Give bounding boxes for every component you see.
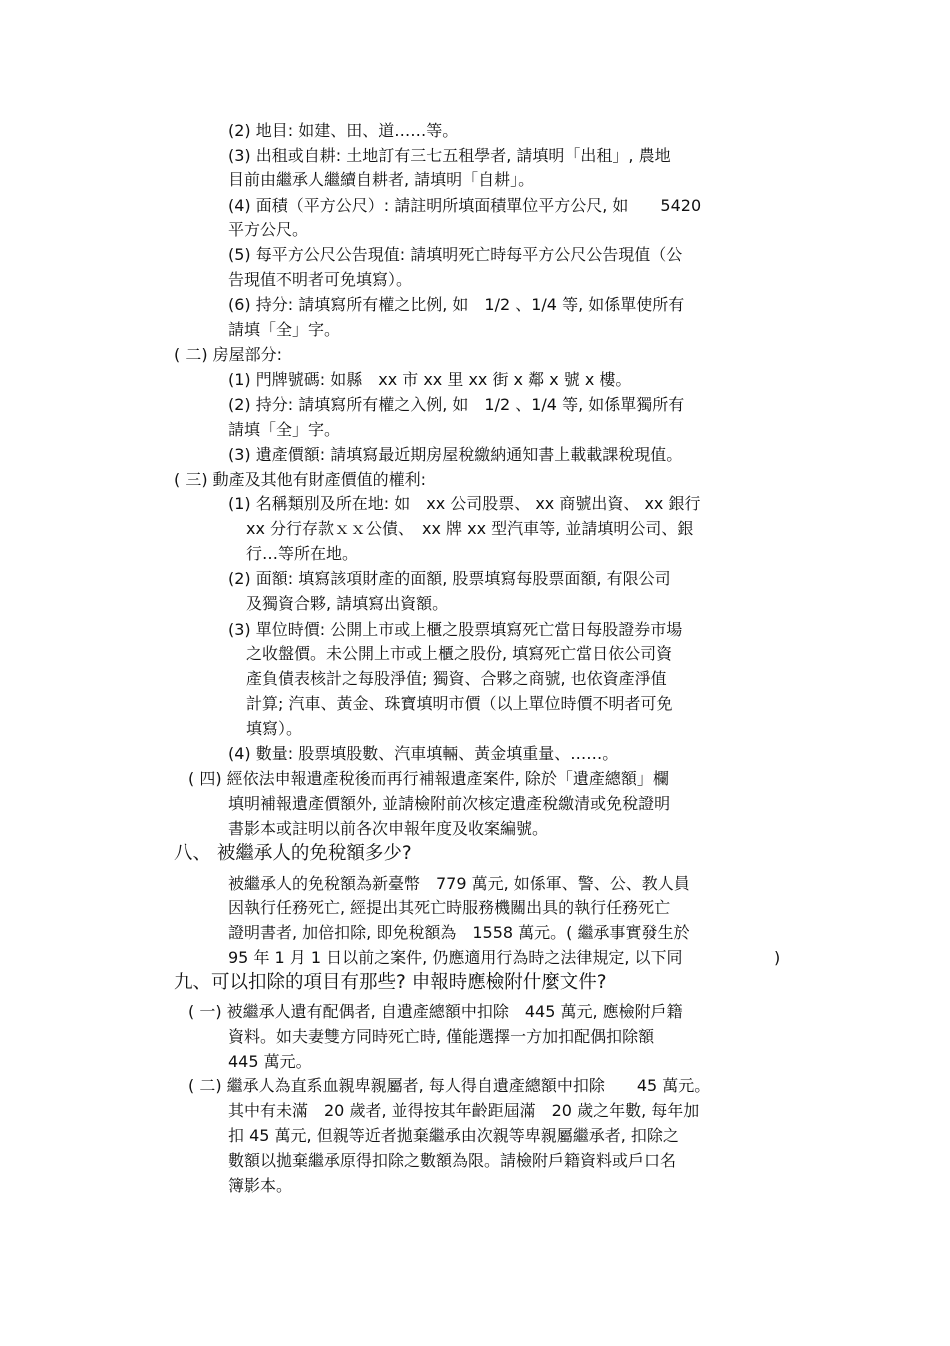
text-line: 請填「全」字。 (228, 420, 341, 439)
text-line: 計算; 汽車、黃金、珠寶填明市價（以上單位時價不明者可免 (246, 694, 673, 713)
text-line: (4) 數量: 股票填股數、汽車填輛、黃金填重量、……。 (228, 744, 619, 763)
text-line: 填寫）。 (246, 719, 303, 738)
text-line: 書影本或註明以前各次申報年度及收案編號。 (228, 819, 549, 838)
text-line: 之收盤價。未公開上市或上櫃之股份, 填寫死亡當日依公司資 (246, 644, 673, 663)
text-line: (3) 出租或自耕: 土地訂有三七五租學者, 請填明「出租」, 農地 (228, 146, 671, 165)
text-line: 證明書者, 加倍扣除, 即免稅額為 1558 萬元。( 繼承事實發生於 (228, 923, 690, 942)
text-line: 因執行任務死亡, 經提出其死亡時服務機關出具的執行任務死亡 (228, 898, 671, 917)
chapter-heading-8: 八、 被繼承人的免稅額多少? (174, 843, 412, 864)
text-line: xx 分行存款ｘｘ公債、 xx 牌 xx 型汽車等, 並請填明公司、銀 (246, 519, 694, 538)
text-line: 資料。如夫妻雙方同時死亡時, 僅能選擇一方加扣配偶扣除額 (228, 1027, 655, 1046)
text-line: 95 年 1 月 1 日以前之案件, 仍應適用行為時之法律規定, 以下同 (228, 948, 683, 967)
text-line: (2) 地目: 如建、田、道……等。 (228, 121, 459, 140)
text-line: 被繼承人的免稅額為新臺幣 779 萬元, 如係軍、警、公、教人員 (228, 874, 690, 893)
text-line: 及獨資合夥, 請填寫出資額。 (246, 594, 449, 613)
text-line: (5) 每平方公尺公告現值: 請填明死亡時每平方公尺公告現值（公 (228, 245, 683, 264)
text-line: 行…等所在地。 (246, 544, 359, 563)
text-line: 目前由繼承人繼續自耕者, 請填明「自耕」。 (228, 170, 535, 189)
text-line: 平方公尺。 (228, 220, 309, 239)
section-heading: ( 二) 房屋部分: (174, 345, 283, 364)
text-line: 扣 45 萬元, 但親等近者拋棄繼承由次親等卑親屬繼承者, 扣除之 (228, 1126, 679, 1145)
text-line: (1) 門牌號碼: 如縣 xx 市 xx 里 xx 街 x 鄰 x 號 x 樓。 (228, 370, 632, 389)
text-line: 445 萬元。 (228, 1052, 312, 1071)
text-line: 數額以拋棄繼承原得扣除之數額為限。請檢附戶籍資料或戶口名 (228, 1151, 677, 1170)
text-line: (3) 單位時價: 公開上市或上櫃之股票填寫死亡當日每股證券市場 (228, 620, 683, 639)
chapter-heading-9: 九、可以扣除的項目有那些? 申報時應檢附什麼文件? (174, 972, 607, 993)
text-line: (1) 名稱類別及所在地: 如 xx 公司股票、 xx 商號出資、 xx 銀行 (228, 494, 701, 513)
text-line: (2) 面額: 填寫該項財產的面額, 股票填寫每股票面額, 有限公司 (228, 569, 671, 588)
section-heading: ( 四) 經依法申報遺產稅後而再行補報遺產案件, 除於「遺產總額」欄 (188, 769, 669, 788)
section-heading: ( 三) 動產及其他有財產價值的權利: (174, 470, 427, 489)
text-line: (2) 持分: 請填寫所有權之入例, 如 1/2 、1/4 等, 如係單獨所有 (228, 395, 685, 414)
section-heading: ( 一) 被繼承人遺有配偶者, 自遺產總額中扣除 445 萬元, 應檢附戶籍 (188, 1002, 683, 1021)
text-line: (4) 面積（平方公尺）: 請註明所填面積單位平方公尺, 如 5420 (228, 196, 702, 215)
closing-paren: ) (774, 948, 781, 967)
text-line: 簿影本。 (228, 1176, 293, 1195)
text-line: (6) 持分: 請填寫所有權之比例, 如 1/2 、1/4 等, 如係單使所有 (228, 295, 685, 314)
text-line: 告現值不明者可免填寫）。 (228, 270, 413, 289)
text-line: (3) 遺產價額: 請填寫最近期房屋稅繳納通知書上載載課稅現值。 (228, 445, 683, 464)
text-line: 其中有未滿 20 歲者, 並得按其年齡距屆滿 20 歲之年數, 每年加 (228, 1101, 700, 1120)
text-line: 產負債表核計之每股淨值; 獨資、合夥之商號, 也依資產淨值 (246, 669, 667, 688)
section-heading: ( 二) 繼承人為直系血親卑親屬者, 每人得自遺產總額中扣除 45 萬元。 (188, 1076, 711, 1095)
text-line: 填明補報遺產價額外, 並請檢附前次核定遺產稅繳清或免稅證明 (228, 794, 671, 813)
text-line: 請填「全」字。 (228, 320, 341, 339)
